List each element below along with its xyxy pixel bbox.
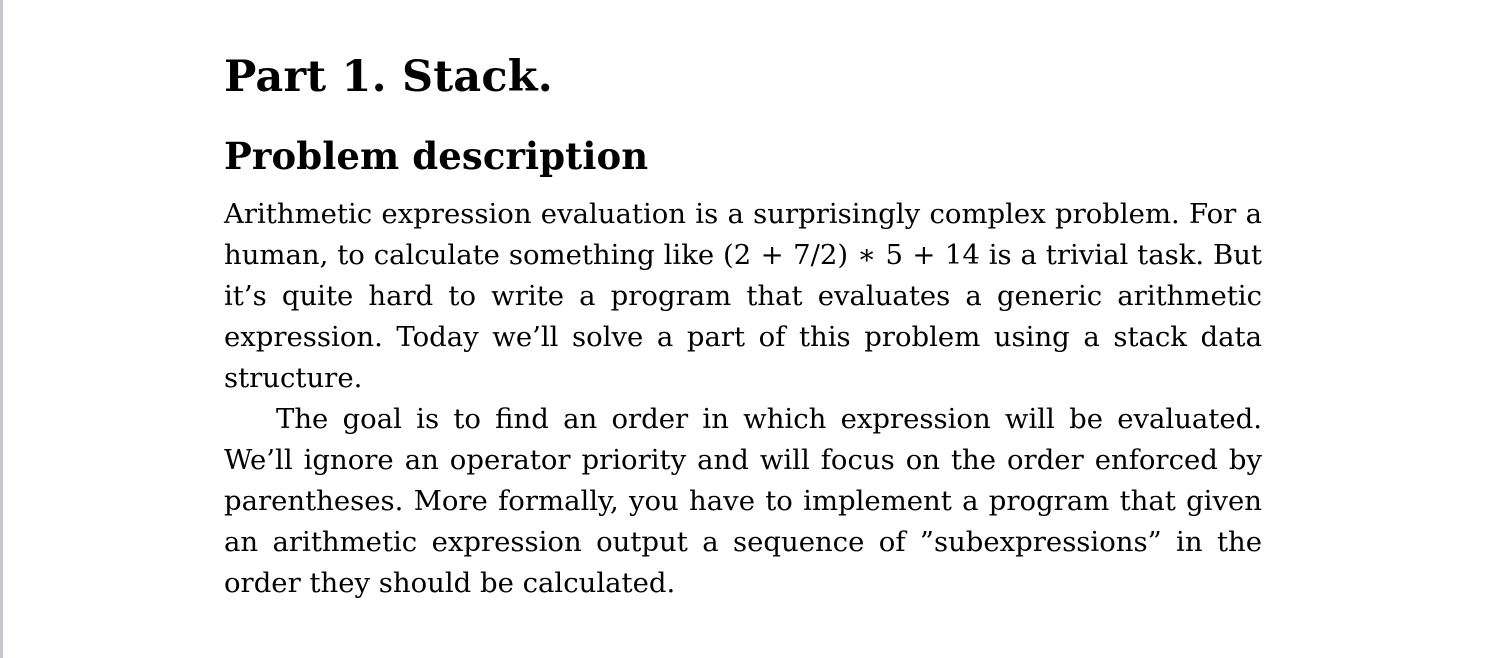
- paragraph-1: [224, 194, 1262, 399]
- paragraph-1-text-after-math: is a trivial task. But it’s quite hard to write a program that evaluates a generic arithmetic expression. Today we’ll solve a part of this problem using a stack data structure.: [224, 239, 1262, 394]
- paragraph-2: The goal is to find an order in which expression will be evaluated. We’ll ignore an operator priority and will focus on the order enforced by parentheses. More formally, you have to implement a program that given an arithmetic expression output a sequence of ”subexpressions” in the order they should be calculated.: [224, 403, 1262, 599]
- paragraph-1-text-before-math: Arithmetic expression evaluation is a surprisingly complex problem. For a human, to calculate something like: [224, 198, 1262, 271]
- section-title: Problem description: [224, 134, 649, 178]
- part-title: Part 1. Stack.: [224, 52, 553, 102]
- math-expression: (2 + 7/2) ∗ 5 + 14: [723, 239, 980, 271]
- document-page: [224, 44, 1262, 604]
- page-left-border: [0, 0, 3, 658]
